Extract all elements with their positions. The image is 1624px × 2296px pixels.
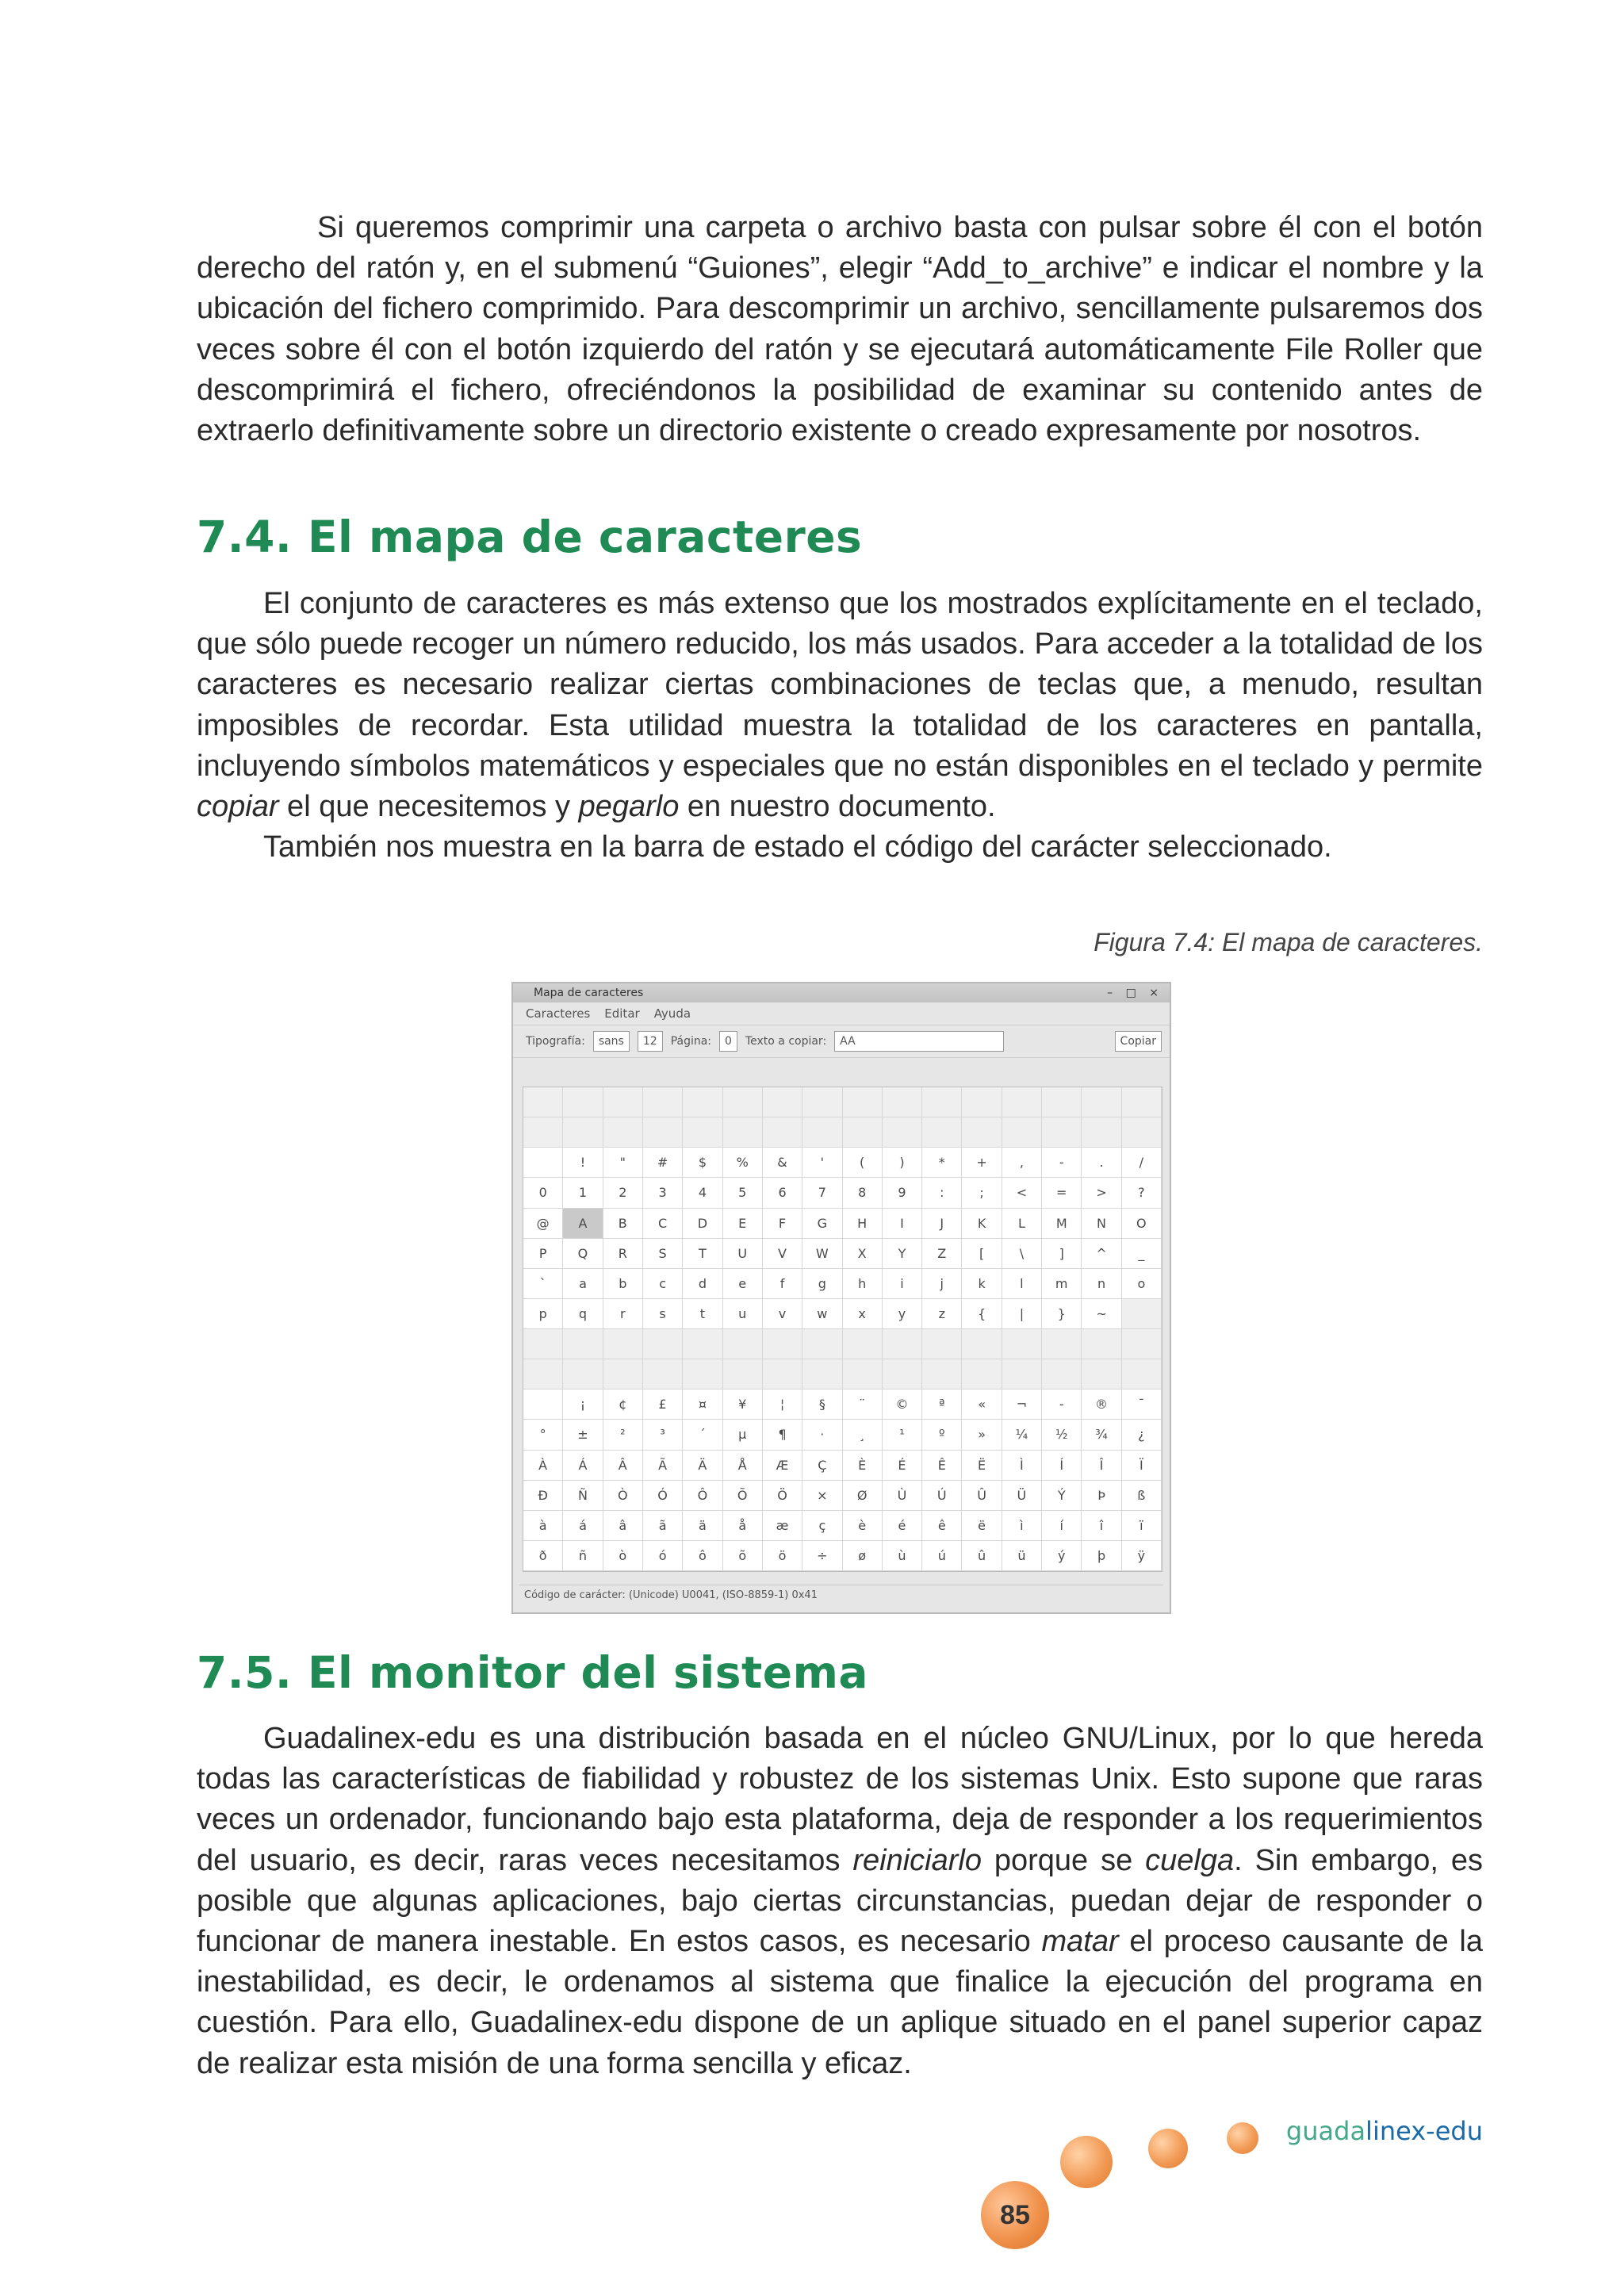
character-cell[interactable]: 2 xyxy=(603,1178,643,1208)
menu-item-caracteres[interactable]: Caracteres xyxy=(526,1006,591,1021)
character-cell[interactable]: J xyxy=(922,1209,962,1239)
character-cell[interactable] xyxy=(523,1329,563,1359)
character-cell[interactable]: « xyxy=(962,1389,1002,1420)
character-cell[interactable]: W xyxy=(802,1239,842,1269)
character-cell[interactable]: è xyxy=(843,1511,883,1541)
character-cell[interactable]: à xyxy=(523,1511,563,1541)
character-cell[interactable]: v xyxy=(763,1299,802,1329)
character-cell[interactable]: g xyxy=(802,1269,842,1299)
character-cell[interactable]: ª xyxy=(922,1389,962,1420)
character-cell[interactable]: , xyxy=(1002,1148,1042,1178)
status-bar: Código de carácter: (Unicode) U0041, (ISO-8859-1) 0x41 xyxy=(519,1585,1163,1606)
character-cell[interactable]: À xyxy=(523,1451,563,1481)
character-cell[interactable]: Ï xyxy=(1122,1451,1162,1481)
character-cell[interactable]: ) xyxy=(883,1148,922,1178)
character-cell[interactable]: Æ xyxy=(763,1451,802,1481)
character-cell[interactable]: c xyxy=(643,1269,683,1299)
character-cell[interactable]: j xyxy=(922,1269,962,1299)
character-cell[interactable]: Ó xyxy=(643,1481,683,1511)
character-cell[interactable]: Í xyxy=(1042,1451,1082,1481)
character-cell[interactable]: ã xyxy=(643,1511,683,1541)
character-cell[interactable] xyxy=(843,1087,883,1117)
character-cell[interactable] xyxy=(723,1087,763,1117)
character-cell[interactable]: ¸ xyxy=(843,1420,883,1450)
character-cell[interactable] xyxy=(563,1087,603,1117)
character-cell[interactable]: p xyxy=(523,1299,563,1329)
character-cell[interactable] xyxy=(1122,1087,1162,1117)
character-cell[interactable] xyxy=(1122,1329,1162,1359)
character-cell[interactable]: Ä xyxy=(683,1451,722,1481)
character-cell[interactable]: E xyxy=(723,1209,763,1239)
character-cell[interactable]: ô xyxy=(683,1541,722,1571)
character-cell[interactable] xyxy=(683,1087,722,1117)
character-cell[interactable]: & xyxy=(763,1148,802,1178)
character-cell[interactable] xyxy=(802,1359,842,1389)
character-cell[interactable]: Þ xyxy=(1082,1481,1121,1511)
character-cell[interactable]: Ô xyxy=(683,1481,722,1511)
character-cell[interactable]: û xyxy=(962,1541,1002,1571)
character-cell[interactable]: V xyxy=(763,1239,802,1269)
character-cell[interactable] xyxy=(603,1087,643,1117)
character-cell[interactable]: % xyxy=(723,1148,763,1178)
character-cell[interactable]: ~ xyxy=(1082,1299,1121,1329)
character-cell[interactable]: ` xyxy=(523,1269,563,1299)
character-cell[interactable]: ¢ xyxy=(603,1389,643,1420)
character-cell[interactable]: ' xyxy=(802,1148,842,1178)
character-cell[interactable]: } xyxy=(1042,1299,1082,1329)
character-cell[interactable] xyxy=(1122,1299,1162,1329)
character-cell[interactable] xyxy=(802,1087,842,1117)
character-cell[interactable]: L xyxy=(1002,1209,1042,1239)
character-cell[interactable] xyxy=(643,1359,683,1389)
character-cell[interactable]: ¥ xyxy=(723,1389,763,1420)
character-cell[interactable]: â xyxy=(603,1511,643,1541)
character-cell[interactable]: / xyxy=(1122,1148,1162,1178)
character-cell[interactable] xyxy=(683,1117,722,1148)
character-cell[interactable]: Z xyxy=(922,1239,962,1269)
character-cell[interactable]: 8 xyxy=(843,1178,883,1208)
character-cell[interactable]: w xyxy=(802,1299,842,1329)
character-cell[interactable]: ä xyxy=(683,1511,722,1541)
character-cell[interactable]: < xyxy=(1002,1178,1042,1208)
character-cell[interactable] xyxy=(1082,1359,1121,1389)
character-cell[interactable]: á xyxy=(563,1511,603,1541)
character-cell[interactable]: u xyxy=(723,1299,763,1329)
character-cell[interactable]: > xyxy=(1082,1178,1121,1208)
paragraph-compress: Si queremos comprimir una carpeta o archivo basta con pulsar sobre él con el botón derecho del ratón y, en el submenú “Guiones”, elegir “Add_to_archive” e indicar el nombre y la ubicación del fichero comprimido. Para descomprimir un archivo, sencillamente pulsaremos dos veces sobre él con el botón izquierdo del ratón y se ejecutará automáticamente File Roller que descomprimirá el fichero, ofreciéndonos la posibilidad de examinar su contenido antes de extraerlo definitivamente sobre un directorio existente o creado expresamente por nosotros. xyxy=(197,211,1483,448)
character-cell[interactable] xyxy=(883,1087,922,1117)
character-cell[interactable]: C xyxy=(643,1209,683,1239)
character-cell[interactable]: K xyxy=(962,1209,1002,1239)
character-cell[interactable]: ý xyxy=(1042,1541,1082,1571)
character-cell[interactable] xyxy=(1042,1359,1082,1389)
character-cell[interactable]: ç xyxy=(802,1511,842,1541)
character-cell[interactable]: É xyxy=(883,1451,922,1481)
character-cell[interactable]: 9 xyxy=(883,1178,922,1208)
character-cell[interactable]: ] xyxy=(1042,1239,1082,1269)
character-cell[interactable] xyxy=(683,1359,722,1389)
character-cell[interactable] xyxy=(883,1117,922,1148)
character-cell[interactable]: ? xyxy=(1122,1178,1162,1208)
heading-character-map: 7.4. El mapa de caracteres xyxy=(197,512,863,562)
character-cell[interactable]: O xyxy=(1122,1209,1162,1239)
character-cell[interactable]: Û xyxy=(962,1481,1002,1511)
character-cell[interactable]: M xyxy=(1042,1209,1082,1239)
character-cell[interactable] xyxy=(763,1117,802,1148)
character-cell[interactable] xyxy=(563,1329,603,1359)
character-cell[interactable] xyxy=(1002,1087,1042,1117)
character-cell[interactable]: ¿ xyxy=(1122,1420,1162,1450)
character-cell[interactable]: é xyxy=(883,1511,922,1541)
font-label: Tipografía: xyxy=(526,1035,585,1048)
character-cell[interactable]: ; xyxy=(962,1178,1002,1208)
character-cell[interactable]: q xyxy=(563,1299,603,1329)
character-map-window xyxy=(511,982,1171,1614)
character-cell[interactable] xyxy=(723,1359,763,1389)
character-cell[interactable]: o xyxy=(1122,1269,1162,1299)
character-cell[interactable]: ï xyxy=(1122,1511,1162,1541)
character-cell[interactable]: © xyxy=(883,1389,922,1420)
toolbar xyxy=(513,1025,1170,1058)
character-cell[interactable]: Â xyxy=(603,1451,643,1481)
character-cell[interactable]: Ç xyxy=(802,1451,842,1481)
character-cell[interactable]: m xyxy=(1042,1269,1082,1299)
character-cell[interactable]: H xyxy=(843,1209,883,1239)
character-cell[interactable]: Ñ xyxy=(563,1481,603,1511)
character-cell[interactable]: ÷ xyxy=(802,1541,842,1571)
character-cell[interactable]: ø xyxy=(843,1541,883,1571)
character-cell[interactable]: z xyxy=(922,1299,962,1329)
character-cell[interactable]: Ê xyxy=(922,1451,962,1481)
character-cell[interactable]: f xyxy=(763,1269,802,1299)
character-cell[interactable]: ê xyxy=(922,1511,962,1541)
character-cell[interactable] xyxy=(843,1359,883,1389)
menu-item-editar[interactable]: Editar xyxy=(604,1006,640,1021)
copy-text-input[interactable]: AA xyxy=(834,1031,1004,1052)
character-cell[interactable]: l xyxy=(1002,1269,1042,1299)
character-cell[interactable] xyxy=(922,1117,962,1148)
character-cell[interactable] xyxy=(883,1329,922,1359)
character-cell[interactable]: Ã xyxy=(643,1451,683,1481)
character-cell[interactable] xyxy=(1122,1117,1162,1148)
character-cell[interactable]: = xyxy=(1042,1178,1082,1208)
character-cell[interactable] xyxy=(763,1087,802,1117)
character-cell[interactable] xyxy=(603,1329,643,1359)
character-cell[interactable]: È xyxy=(843,1451,883,1481)
character-cell[interactable]: ¡ xyxy=(563,1389,603,1420)
character-cell[interactable]: ÿ xyxy=(1122,1541,1162,1571)
character-cell[interactable]: ² xyxy=(603,1420,643,1450)
character-cell[interactable]: 5 xyxy=(723,1178,763,1208)
character-cell[interactable]: D xyxy=(683,1209,722,1239)
page-label: Página: xyxy=(670,1035,712,1048)
character-cell[interactable]: R xyxy=(603,1239,643,1269)
menu-item-ayuda[interactable]: Ayuda xyxy=(653,1006,691,1021)
character-cell[interactable]: * xyxy=(922,1148,962,1178)
heading-system-monitor: 7.5. El monitor del sistema xyxy=(197,1647,869,1698)
character-cell[interactable]: æ xyxy=(763,1511,802,1541)
character-cell[interactable]: ( xyxy=(843,1148,883,1178)
character-cell[interactable]: ó xyxy=(643,1541,683,1571)
character-cell[interactable]: $ xyxy=(683,1148,722,1178)
character-cell[interactable]: d xyxy=(683,1269,722,1299)
character-cell[interactable]: ¨ xyxy=(843,1389,883,1420)
character-cell[interactable]: + xyxy=(962,1148,1002,1178)
character-cell[interactable]: y xyxy=(883,1299,922,1329)
character-cell[interactable]: õ xyxy=(723,1541,763,1571)
character-cell[interactable]: S xyxy=(643,1239,683,1269)
character-cell[interactable]: ¦ xyxy=(763,1389,802,1420)
character-cell[interactable]: Ø xyxy=(843,1481,883,1511)
character-cell[interactable] xyxy=(523,1148,563,1178)
character-cell[interactable] xyxy=(883,1359,922,1389)
character-cell[interactable]: Y xyxy=(883,1239,922,1269)
character-cell[interactable]: Q xyxy=(563,1239,603,1269)
character-cell[interactable]: Ý xyxy=(1042,1481,1082,1511)
character-cell[interactable] xyxy=(1082,1087,1121,1117)
character-cell[interactable] xyxy=(1042,1329,1082,1359)
character-cell[interactable]: µ xyxy=(723,1420,763,1450)
character-cell[interactable]: 1 xyxy=(563,1178,603,1208)
character-cell[interactable] xyxy=(523,1389,563,1420)
character-cell[interactable] xyxy=(1122,1359,1162,1389)
character-cell[interactable]: Ò xyxy=(603,1481,643,1511)
character-cell[interactable] xyxy=(563,1359,603,1389)
character-cell[interactable]: n xyxy=(1082,1269,1121,1299)
character-cell[interactable]: ® xyxy=(1082,1389,1121,1420)
character-cell[interactable]: ¤ xyxy=(683,1389,722,1420)
character-cell[interactable]: F xyxy=(763,1209,802,1239)
character-cell[interactable]: N xyxy=(1082,1209,1121,1239)
character-cell[interactable]: " xyxy=(603,1148,643,1178)
character-cell[interactable] xyxy=(1002,1117,1042,1148)
character-cell[interactable]: X xyxy=(843,1239,883,1269)
character-cell[interactable]: ß xyxy=(1122,1481,1162,1511)
character-cell[interactable]: T xyxy=(683,1239,722,1269)
character-cell[interactable]: r xyxy=(603,1299,643,1329)
copy-text-label: Texto a copiar: xyxy=(745,1035,827,1048)
character-cell[interactable] xyxy=(922,1359,962,1389)
character-cell[interactable] xyxy=(843,1329,883,1359)
character-cell[interactable]: î xyxy=(1082,1511,1121,1541)
character-cell[interactable]: ù xyxy=(883,1541,922,1571)
character-cell[interactable]: ° xyxy=(523,1420,563,1450)
character-cell[interactable] xyxy=(1082,1329,1121,1359)
character-cell[interactable]: Õ xyxy=(723,1481,763,1511)
copy-button[interactable]: Copiar xyxy=(1115,1031,1162,1052)
character-cell[interactable] xyxy=(763,1329,802,1359)
character-cell[interactable]: B xyxy=(603,1209,643,1239)
character-cell[interactable]: Á xyxy=(563,1451,603,1481)
character-cell[interactable]: ¯ xyxy=(1122,1389,1162,1420)
character-cell[interactable]: 3 xyxy=(643,1178,683,1208)
decorative-circle-icon xyxy=(1227,2122,1258,2154)
character-cell[interactable]: Ð xyxy=(523,1481,563,1511)
character-cell[interactable]: ¬ xyxy=(1002,1389,1042,1420)
character-cell[interactable]: ! xyxy=(563,1148,603,1178)
character-cell[interactable] xyxy=(643,1117,683,1148)
character-cell[interactable]: h xyxy=(843,1269,883,1299)
character-cell[interactable]: G xyxy=(802,1209,842,1239)
character-cell[interactable]: b xyxy=(603,1269,643,1299)
character-cell[interactable]: ö xyxy=(763,1541,802,1571)
character-cell[interactable]: ³ xyxy=(643,1420,683,1450)
character-cell[interactable] xyxy=(962,1359,1002,1389)
character-cell[interactable] xyxy=(1042,1087,1082,1117)
character-cell[interactable]: Ö xyxy=(763,1481,802,1511)
character-cell[interactable]: 6 xyxy=(763,1178,802,1208)
decorative-circle-icon xyxy=(1148,2129,1188,2168)
character-cell[interactable]: s xyxy=(643,1299,683,1329)
character-cell[interactable]: A xyxy=(563,1209,603,1239)
character-cell[interactable] xyxy=(723,1329,763,1359)
character-cell[interactable]: 0 xyxy=(523,1178,563,1208)
character-cell[interactable] xyxy=(643,1087,683,1117)
character-cell[interactable]: Ú xyxy=(922,1481,962,1511)
character-cell[interactable]: ¹ xyxy=(883,1420,922,1450)
page-spinner[interactable]: 0 xyxy=(719,1031,737,1052)
character-cell[interactable] xyxy=(523,1359,563,1389)
character-cell[interactable]: . xyxy=(1082,1148,1121,1178)
character-cell[interactable]: _ xyxy=(1122,1239,1162,1269)
character-cell[interactable]: ¾ xyxy=(1082,1420,1121,1450)
character-cell[interactable] xyxy=(962,1329,1002,1359)
paragraph-character-map: El conjunto de caracteres es más extenso que los mostrados explícitamente en el teclado, que sólo puede recoger un número reducido, los más usados. Para acceder a la totalidad de los caracteres es necesario realizar ciertas combinaciones de teclas que, a menudo, resultan imposibles de recordar. Esta utilidad muestra la totalidad de los caracteres en pantalla, incluyendo símbolos matemáticos y especiales que no están disponibles en el teclado y permite copiar el que necesitemos y pegarlo en nuestro documento. xyxy=(197,587,1483,824)
character-cell[interactable] xyxy=(523,1087,563,1117)
character-cell[interactable]: U xyxy=(723,1239,763,1269)
character-cell[interactable] xyxy=(603,1117,643,1148)
character-cell[interactable]: × xyxy=(802,1481,842,1511)
character-cell[interactable]: \ xyxy=(1002,1239,1042,1269)
character-cell[interactable]: i xyxy=(883,1269,922,1299)
character-cell[interactable] xyxy=(922,1329,962,1359)
character-cell[interactable] xyxy=(723,1117,763,1148)
character-cell[interactable]: º xyxy=(922,1420,962,1450)
character-cell[interactable] xyxy=(802,1329,842,1359)
character-cell[interactable]: ò xyxy=(603,1541,643,1571)
character-cell[interactable]: k xyxy=(962,1269,1002,1299)
character-cell[interactable] xyxy=(523,1117,563,1148)
character-cell[interactable]: Å xyxy=(723,1451,763,1481)
character-cell[interactable] xyxy=(763,1359,802,1389)
character-cell[interactable]: 7 xyxy=(802,1178,842,1208)
character-cell[interactable]: £ xyxy=(643,1389,683,1420)
character-grid xyxy=(523,1087,1162,1572)
window-title: Mapa de caracteres xyxy=(534,987,644,999)
menubar xyxy=(513,1002,1170,1025)
character-cell[interactable] xyxy=(1002,1359,1042,1389)
character-cell[interactable] xyxy=(802,1117,842,1148)
character-cell[interactable] xyxy=(1082,1117,1121,1148)
character-cell[interactable]: ^ xyxy=(1082,1239,1121,1269)
character-cell[interactable] xyxy=(922,1087,962,1117)
character-cell[interactable]: Î xyxy=(1082,1451,1121,1481)
character-cell[interactable]: Ü xyxy=(1002,1481,1042,1511)
character-cell[interactable]: ¶ xyxy=(763,1420,802,1450)
character-cell[interactable] xyxy=(962,1087,1002,1117)
decorative-circle-icon xyxy=(1060,2136,1113,2188)
character-cell[interactable]: a xyxy=(563,1269,603,1299)
character-cell[interactable]: í xyxy=(1042,1511,1082,1541)
character-cell[interactable] xyxy=(1002,1329,1042,1359)
character-cell[interactable]: ð xyxy=(523,1541,563,1571)
font-size-select[interactable]: 12 xyxy=(638,1031,663,1052)
window-controls-icon: – □ × xyxy=(1107,987,1163,999)
character-cell[interactable]: ú xyxy=(922,1541,962,1571)
character-cell[interactable]: P xyxy=(523,1239,563,1269)
character-cell[interactable]: Ë xyxy=(962,1451,1002,1481)
character-cell[interactable]: t xyxy=(683,1299,722,1329)
character-cell[interactable]: | xyxy=(1002,1299,1042,1329)
paragraph-status-bar: También nos muestra en la barra de estado el código del carácter seleccionado. xyxy=(263,830,1332,864)
character-cell[interactable] xyxy=(683,1329,722,1359)
character-cell[interactable]: ½ xyxy=(1042,1420,1082,1450)
character-cell[interactable]: å xyxy=(723,1511,763,1541)
character-cell[interactable]: ñ xyxy=(563,1541,603,1571)
window-titlebar xyxy=(513,983,1170,1002)
character-cell[interactable] xyxy=(962,1117,1002,1148)
character-cell[interactable] xyxy=(643,1329,683,1359)
character-cell[interactable] xyxy=(603,1359,643,1389)
character-cell[interactable]: » xyxy=(962,1420,1002,1450)
character-cell[interactable]: ü xyxy=(1002,1541,1042,1571)
paragraph-system-monitor: Guadalinex-edu es una distribución basada en el núcleo GNU/Linux, por lo que hereda todas las características de fiabilidad y robustez de los sistemas Unix. Esto supone que raras veces un ordenador, funcionando bajo esta plataforma, deja de responder a los requerimientos del usuario, es decir, raras veces necesitamos reiniciarlo porque se cuelga. Sin embargo, es posible que algunas aplicaciones, bajo ciertas circunstancias, puedan dejar de responder o funcionar de manera inestable. En estos casos, es necesario matar el proceso causante de la inestabilidad, es decir, le ordenamos al sistema que finalice la ejecución del programa en cuestión. Para ello, Guadalinex-edu dispone de un aplique situado en el panel superior capaz de realizar esta misión de una forma sencilla y eficaz. xyxy=(197,1722,1484,2080)
character-cell[interactable]: Ì xyxy=(1002,1451,1042,1481)
brand-logo: guadalinex-edu xyxy=(1285,2116,1483,2146)
character-cell[interactable]: : xyxy=(922,1178,962,1208)
character-cell[interactable]: { xyxy=(962,1299,1002,1329)
character-cell[interactable] xyxy=(1042,1117,1082,1148)
character-cell[interactable]: e xyxy=(723,1269,763,1299)
character-cell[interactable]: ± xyxy=(563,1420,603,1450)
character-cell[interactable]: x xyxy=(843,1299,883,1329)
character-cell[interactable]: § xyxy=(802,1389,842,1420)
character-cell[interactable] xyxy=(843,1117,883,1148)
character-cell[interactable]: I xyxy=(883,1209,922,1239)
character-cell[interactable]: Ù xyxy=(883,1481,922,1511)
character-cell[interactable]: - xyxy=(1042,1148,1082,1178)
page-number: 85 xyxy=(981,2181,1049,2249)
character-cell[interactable] xyxy=(563,1117,603,1148)
character-cell[interactable]: [ xyxy=(962,1239,1002,1269)
character-cell[interactable]: - xyxy=(1042,1389,1082,1420)
character-cell[interactable]: ´ xyxy=(683,1420,722,1450)
character-cell[interactable]: @ xyxy=(523,1209,563,1239)
character-cell[interactable]: þ xyxy=(1082,1541,1121,1571)
character-cell[interactable]: ë xyxy=(962,1511,1002,1541)
font-select[interactable]: sans xyxy=(593,1031,630,1052)
figure-caption: Figura 7.4: El mapa de caracteres. xyxy=(1094,928,1483,956)
character-cell[interactable]: ì xyxy=(1002,1511,1042,1541)
character-cell[interactable]: ¼ xyxy=(1002,1420,1042,1450)
character-cell[interactable]: 4 xyxy=(683,1178,722,1208)
character-cell[interactable]: # xyxy=(643,1148,683,1178)
character-cell[interactable]: · xyxy=(802,1420,842,1450)
